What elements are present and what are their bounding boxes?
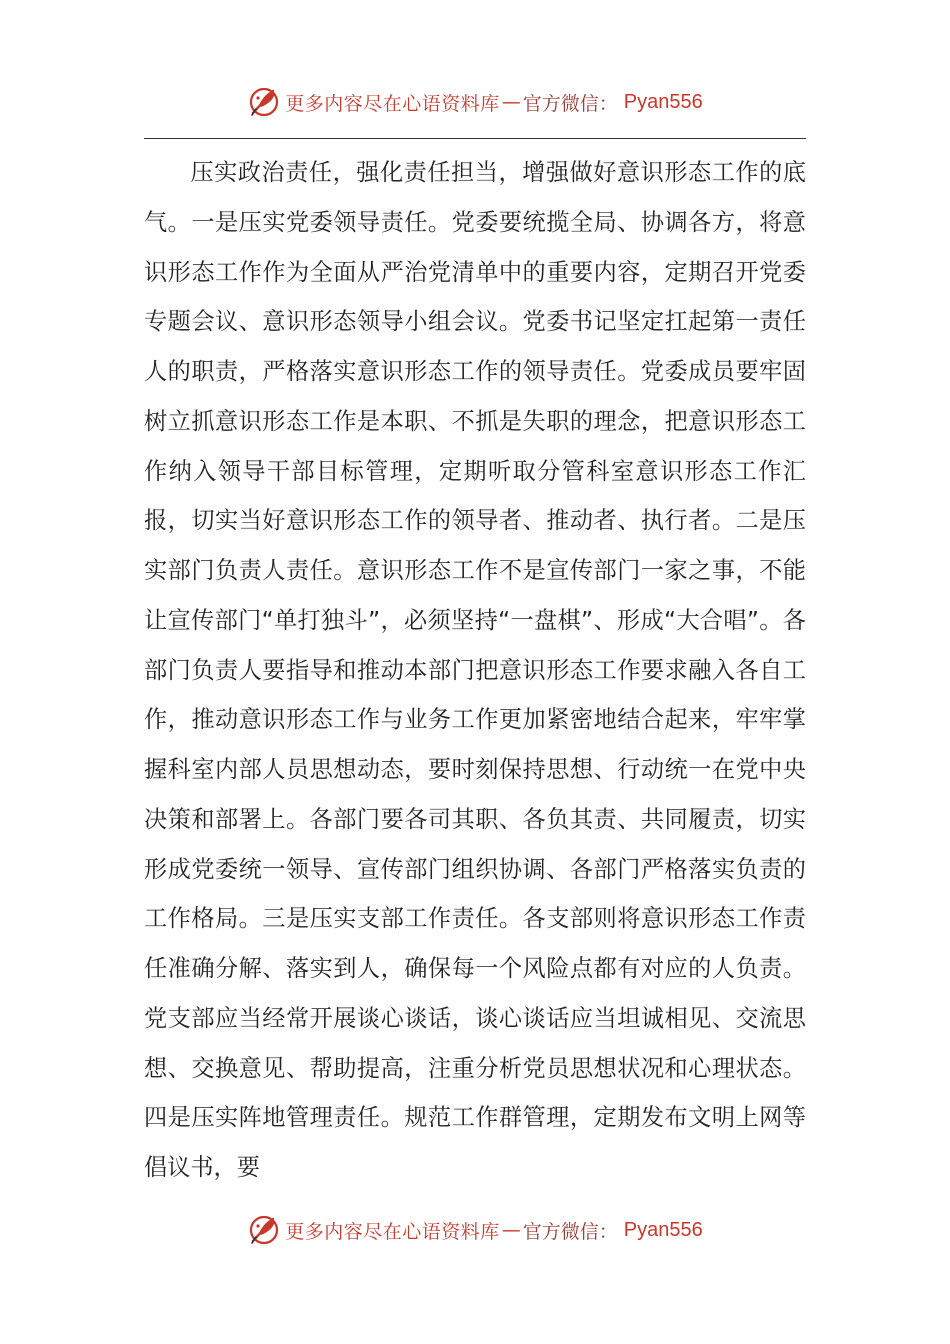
banner-site-text: 更多内容尽在心语资料库 (285, 92, 500, 115)
banner-wechat-id: Pyan556 (623, 90, 703, 113)
document-body (144, 148, 806, 1193)
banner-wechat-label: 官方微信： (522, 1220, 618, 1243)
banner-dash: — (501, 1219, 521, 1241)
banner-dash: — (501, 91, 521, 113)
quill-pen-logo-icon (247, 1213, 281, 1247)
banner-wechat-id: Pyan556 (623, 1218, 703, 1241)
header-divider (144, 138, 806, 139)
footer-banner (0, 1210, 950, 1250)
banner-site-text: 更多内容尽在心语资料库 (285, 1220, 500, 1243)
banner-wechat-label: 官方微信： (522, 92, 618, 115)
quill-pen-logo-icon (247, 85, 281, 119)
body-paragraph: 压实政治责任，强化责任担当，增强做好意识形态工作的底气。一是压实党委领导责任。党委要统揽全局、协调各方，将意识形态工作作为全面从严治党清单中的重要内容，定期召开党委专题会议、意识形态领导小组会议。党委书记坚定扛起第一责任人的职责，严格落实意识形态工作的领导责任。党委成员要牢固树立抓意识形态工作是本职、不抓是失职的理念，把意识形态工作纳入领导干部目标管理，定期听取分管科室意识形态工作汇报，切实当好意识形态工作的领导者、推动者、执行者。二是压实部门负责人责任。意识形态工作不是宣传部门一家之事，不能让宣传部门“单打独斗”，必须坚持“一盘棋”、形成“大合唱”。各部门负责人要指导和推动本部门把意识形态工作要求融入各自工作，推动意识形态工作与业务工作更加紧密地结合起来，牢牢掌握科室内部人员思想动态，要时刻保持思想、行动统一在党中央决策和部署上。各部门要各司其职、各负其责、共同履责，切实形成党委统一领导、宣传部门组织协调、各部门严格落实负责的工作格局。三是压实支部工作责任。各支部则将意识形态工作责任准确分解、落实到人，确保每一个风险点都有对应的人负责。党支部应当经常开展谈心谈话，谈心谈话应当坦诚相见、交流思想、交换意见、帮助提高，注重分析党员思想状况和心理状态。四是压实阵地管理责任。规范工作群管理，定期发布文明上网等倡议书，要 (144, 159, 806, 1181)
header-banner (0, 82, 950, 122)
